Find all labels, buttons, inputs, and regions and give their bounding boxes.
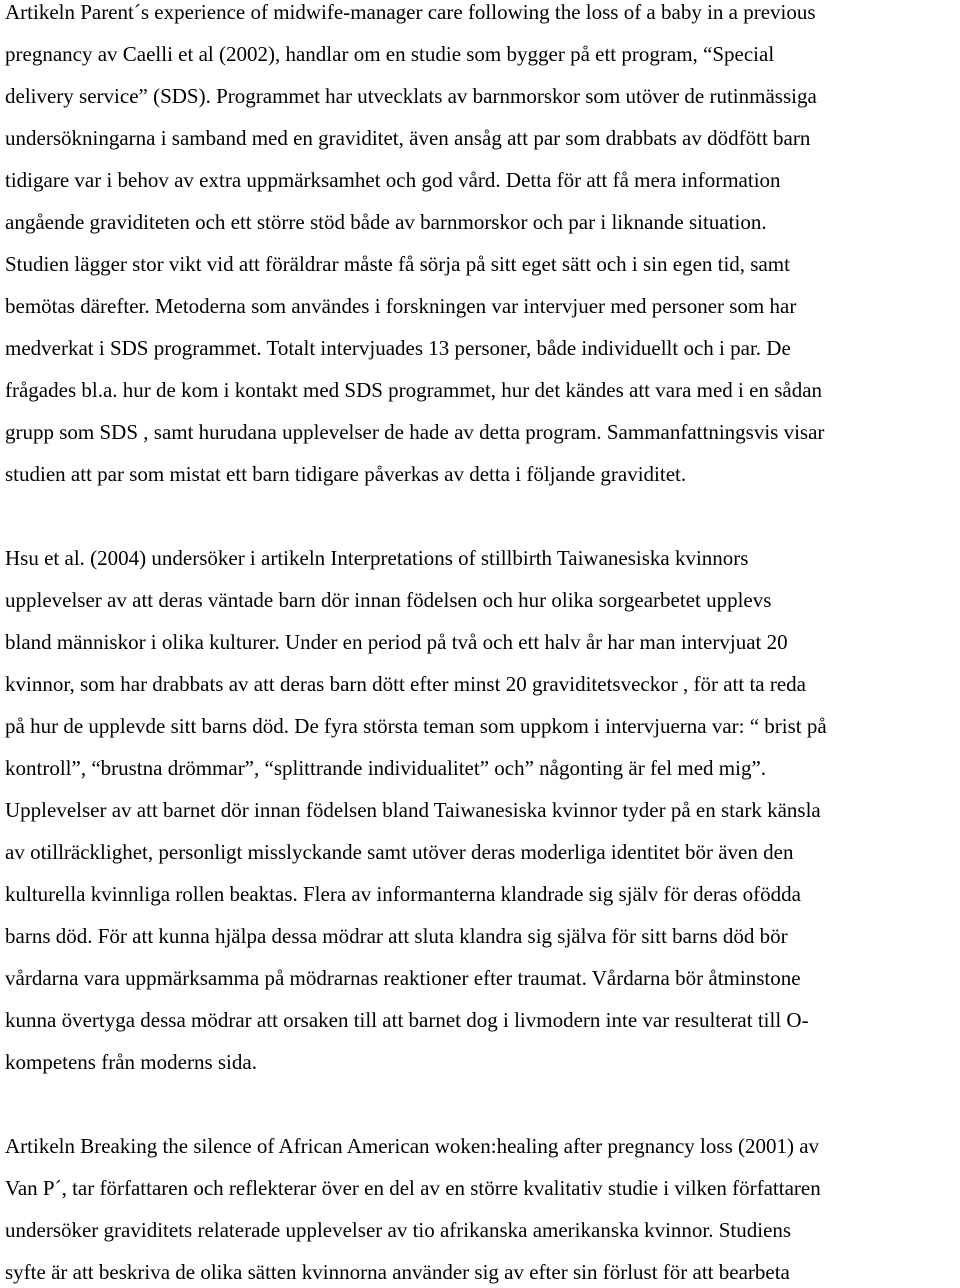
text-line: medverkat i SDS programmet. Totalt intervjuades 13 personer, både individuellt och i par. De — [5, 336, 791, 360]
text-line: Van P´, tar författaren och reflekterar över en del av en större kvalitativ studie i vilken författaren — [5, 1176, 821, 1200]
text-line: Hsu et al. (2004) undersöker i artikeln Interpretations of stillbirth Taiwanesiska kvinnors — [5, 546, 749, 570]
text-line: upplevelser av att deras väntade barn dör innan födelsen och hur olika sorgearbetet upplevs — [5, 588, 772, 612]
text-line: bland människor i olika kulturer. Under en period på två och ett halv år har man intervjuat 20 — [5, 630, 788, 654]
text-line: Artikeln Parent´s experience of midwife-manager care following the loss of a baby in a previous — [5, 0, 816, 24]
text-line: vårdarna vara uppmärksamma på mödrarnas reaktioner efter traumat. Vårdarna bör åtminstone — [5, 966, 801, 990]
text-line: kunna övertyga dessa mödrar att orsaken till att barnet dog i livmodern inte var resulterat till O- — [5, 1008, 809, 1032]
text-line: kompetens från moderns sida. — [5, 1050, 257, 1074]
text-line: bemötas därefter. Metoderna som användes i forskningen var intervjuer med personer som har — [5, 294, 797, 318]
paragraph-van-p — [5, 1125, 960, 1288]
text-line: tidigare var i behov av extra uppmärksamhet och god vård. Detta för att få mera information — [5, 168, 781, 192]
paragraph-caelli — [5, 0, 960, 495]
text-line: kulturella kvinnliga rollen beaktas. Flera av informanterna klandrade sig själv för deras ofödda — [5, 882, 801, 906]
text-line: kvinnor, som har drabbats av att deras barn dött efter minst 20 graviditetsveckor , för att ta reda — [5, 672, 806, 696]
text-line: syfte är att beskriva de olika sätten kvinnorna använder sig av efter sin förlust för att bearbeta — [5, 1260, 790, 1284]
text-line: studien att par som mistat ett barn tidigare påverkas av detta i följande graviditet. — [5, 462, 687, 486]
text-line: barns död. För att kunna hjälpa dessa mödrar att sluta klandra sig själva för sitt barns död bör — [5, 924, 788, 948]
text-line: på hur de upplevde sitt barns död. De fyra största teman som uppkom i intervjuerna var: “ brist på — [5, 714, 827, 738]
text-line: grupp som SDS , samt hurudana upplevelser de hade av detta program. Sammanfattningsvis visar — [5, 420, 825, 444]
text-line: undersökningarna i samband med en graviditet, även ansåg att par som drabbats av dödfött barn — [5, 126, 811, 150]
text-line: frågades bl.a. hur de kom i kontakt med SDS programmet, hur det kändes att vara med i en sådan — [5, 378, 823, 402]
text-line: angående graviditeten och ett större stöd både av barnmorskor och par i liknande situation. — [5, 210, 767, 234]
text-line: av otillräcklighet, personligt misslyckande samt utöver deras moderliga identitet bör även den — [5, 840, 794, 864]
text-line: Artikeln Breaking the silence of African American woken:healing after pregnancy loss (2001) av — [5, 1134, 820, 1158]
text-line: pregnancy av Caelli et al (2002), handlar om en studie som bygger på ett program, “Special — [5, 42, 775, 66]
text-line: Upplevelser av att barnet dör innan födelsen bland Taiwanesiska kvinnor tyder på en stark känsla — [5, 798, 821, 822]
text-line: undersöker graviditets relaterade upplevelser av tio afrikanska amerikanska kvinnor. Studiens — [5, 1218, 792, 1242]
text-line: delivery service” (SDS). Programmet har utvecklats av barnmorskor som utöver de rutinmässiga — [5, 84, 817, 108]
text-line: Studien lägger stor vikt vid att föräldrar måste få sörja på sitt eget sätt och i sin egen tid, samt — [5, 252, 790, 276]
paragraph-hsu — [5, 537, 960, 1083]
text-line: kontroll”, “brustna drömmar”, “splittrande individualitet” och” någonting är fel med mig”. — [5, 756, 767, 780]
